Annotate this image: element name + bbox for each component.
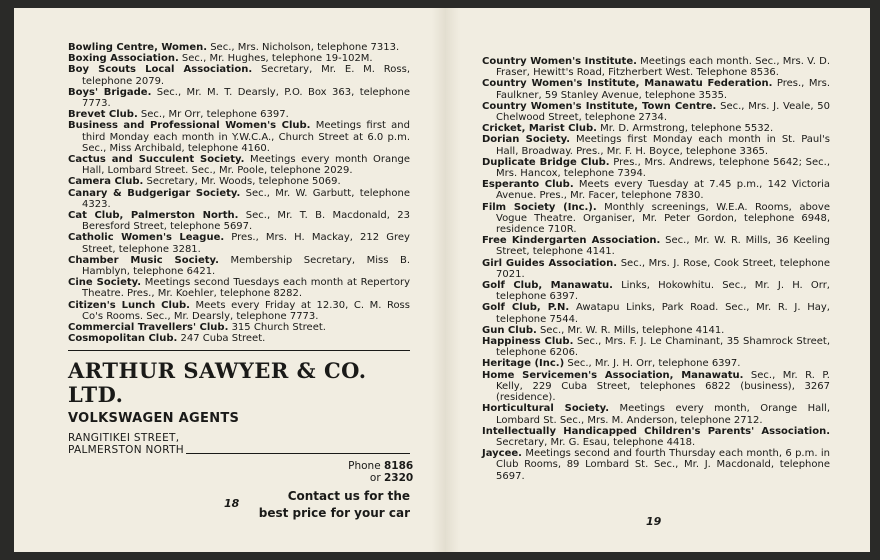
entry-details: Sec., Mr. T. B. Macdonald, 23 Beresford Street, telephone 5697.: [82, 210, 410, 233]
directory-entry: [68, 42, 410, 53]
entry-name: Intellectually Handicapped Children's Parents' Association.: [482, 425, 830, 437]
ad-company-name: ARTHUR SAWYER & CO. LTD.: [68, 358, 367, 408]
ad-address: [68, 432, 410, 456]
directory-entry: [482, 358, 830, 369]
entry-name: Bowling Centre, Women.: [68, 42, 208, 53]
entry-name: Citizen's Lunch Club.: [68, 299, 190, 311]
directory-entry: [68, 300, 410, 322]
entry-name: Cactus and Succulent Society.: [68, 154, 245, 166]
directory-entry: [68, 333, 410, 344]
ad-address-line1: RANGITIKEI STREET,: [68, 432, 180, 445]
ad-divider-rule: [186, 453, 410, 454]
right-directory-list: [482, 56, 830, 482]
directory-entry: [482, 280, 830, 302]
entry-name: Happiness Club.: [482, 336, 574, 348]
entry-details: Pres., Mrs. H. Mackay, 212 Grey Street, telephone 3281.: [82, 232, 410, 255]
ad-phone: [68, 460, 414, 485]
entry-name: Canary & Budgerigar Society.: [68, 187, 241, 199]
entry-name: Cosmopolitan Club.: [68, 333, 178, 345]
entry-details: Mr. D. Armstrong, telephone 5532.: [596, 123, 774, 135]
entry-name: Commercial Travellers' Club.: [68, 322, 229, 334]
directory-entry: [68, 87, 410, 109]
entry-details: Awatapu Links, Park Road. Sec., Mr. R. J. Hay, telephone 7544.: [496, 302, 830, 325]
entry-details: Secretary, Mr. Woods, telephone 5069.: [143, 176, 341, 188]
directory-entry: [68, 53, 410, 64]
entry-name: Heritage (Inc.): [482, 358, 565, 370]
entry-details: Pres., Mrs. Andrews, telephone 5642; Sec., Mrs. Hancox, telephone 7394.: [496, 156, 831, 180]
entry-details: Sec., Mr. J. H. Orr, telephone 6397.: [564, 358, 741, 370]
ad-subtitle: VOLKSWAGEN AGENTS: [68, 411, 240, 427]
entry-name: Country Women's Institute, Town Centre.: [482, 100, 717, 112]
entry-name: Camera Club.: [68, 176, 144, 188]
directory-entry: [482, 403, 830, 425]
ad-contact-line1: Contact us for the: [287, 489, 410, 504]
entry-name: Boys' Brigade.: [68, 86, 152, 98]
page-number-left: 18: [224, 497, 240, 510]
entry-details: Meetings first Monday each month in St. Paul's Hall, Broadway. Pres., Mr. F. H. Boyce, telephone 3365.: [496, 134, 830, 157]
entry-details: Sec., Mr. Hughes, telephone 19-102M.: [178, 53, 373, 65]
entry-details: Links, Hokowhitu. Sec., Mr. J. H. Orr, telephone 6397.: [496, 280, 830, 303]
left-page: [14, 8, 446, 552]
entry-name: Gun Club.: [482, 324, 537, 336]
ad-phone-label: Phone: [348, 460, 381, 473]
entry-details: Secretary, Mr. E. M. Ross, telephone 2079.: [82, 64, 411, 87]
entry-details: Meetings every month Orange Hall, Lombard Street. Sec., Mr. Poole, telephone 2029.: [82, 154, 410, 177]
directory-entry: [68, 176, 410, 187]
entry-name: Film Society (Inc.).: [482, 201, 597, 213]
entry-details: Membership Secretary, Miss B. Hamblyn, telephone 6421.: [82, 254, 410, 278]
directory-entry: [68, 255, 410, 277]
entry-details: Meetings second Tuesdays each month at Repertory Theatre. Pres., Mr. Koehler, telephone 8282.: [82, 277, 410, 300]
directory-entry: [68, 154, 410, 176]
entry-name: Cine Society.: [68, 277, 142, 289]
entry-name: Boxing Association.: [68, 53, 179, 65]
entry-details: Sec., Mr. M. T. Dearsly, P.O. Box 363, telephone 7773.: [82, 86, 410, 110]
directory-entry: [482, 426, 830, 448]
directory-entry: [482, 258, 830, 280]
entry-name: Chamber Music Society.: [68, 254, 219, 266]
entry-name: Business and Professional Women's Club.: [68, 120, 311, 132]
directory-entry: [482, 202, 830, 236]
entry-details: Sec., Mrs. J. Rose, Cook Street, telephone 7021.: [496, 257, 831, 280]
entry-name: Jaycee.: [482, 448, 522, 460]
entry-details: Meets every Friday at 12.30, C. M. Ross Co's Rooms. Sec., Mr. Dearsly, telephone 7773.: [82, 299, 410, 322]
directory-entry: [482, 448, 830, 482]
entry-details: Sec., Mr. R. P. Kelly, 229 Cuba Street, telephones 6822 (business), 3267 (residence).: [496, 369, 830, 404]
entry-name: Horticultural Society.: [482, 403, 610, 415]
entry-name: Free Kindergarten Association.: [482, 235, 661, 247]
directory-entry: [68, 120, 410, 154]
entry-details: Meetings every month, Orange Hall, Lombard St. Sec., Mrs. M. Anderson, telephone 2712.: [496, 403, 831, 426]
entry-name: Esperanto Club.: [482, 179, 574, 191]
page-number-right: 19: [646, 515, 662, 528]
entry-name: Boy Scouts Local Association.: [68, 64, 253, 76]
entry-details: Monthly screenings, W.E.A. Rooms, above Vogue Theatre. Organiser, Mr. Peter Gordon, telephone 6948, residence 710R.: [496, 201, 830, 236]
directory-entry: [482, 78, 830, 100]
entry-details: 315 Church Street.: [228, 322, 326, 334]
directory-entry: [482, 302, 830, 324]
ad-phone-number-1: 8186: [384, 460, 414, 473]
entry-details: 247 Cuba Street.: [177, 333, 266, 345]
directory-entry: [68, 322, 410, 333]
entry-name: Catholic Women's League.: [68, 232, 225, 244]
entry-name: Cricket, Marist Club.: [482, 123, 597, 135]
directory-entry: [482, 370, 830, 404]
entry-details: Sec., Mr. W. R. Mills, telephone 4141.: [536, 324, 725, 336]
directory-entry: [68, 188, 410, 210]
directory-entry: [482, 325, 830, 336]
entry-name: Cat Club, Palmerston North.: [68, 210, 239, 222]
entry-name: Country Women's Institute, Manawatu Federation.: [482, 78, 773, 90]
entry-name: Country Women's Institute.: [482, 56, 637, 67]
directory-entry: [68, 232, 410, 254]
entry-name: Dorian Society.: [482, 134, 571, 146]
entry-name: Brevet Club.: [68, 109, 138, 121]
entry-details: Sec., Mr Orr, telephone 6397.: [137, 109, 289, 121]
ad-phone-number-2: 2320: [384, 472, 414, 485]
directory-entry: [482, 134, 830, 156]
entry-name: Golf Club, Manawatu.: [482, 280, 613, 292]
entry-details: Sec., Mrs. J. Veale, 50 Chelwood Street, telephone 2734.: [496, 100, 830, 124]
entry-details: Meetings first and third Monday each month in Y.W.C.A., Church Street at 6.0 p.m. Sec., Miss Archibald, telephone 4160.: [82, 120, 410, 154]
entry-details: Meetings second and fourth Thursday each month, 6 p.m. in Club Rooms, 89 Lombard St. Sec., Mr. J. Macdonald, telephone 5697.: [496, 448, 830, 482]
ad-or-label: or: [369, 472, 381, 485]
entry-details: Sec., Mr. W. R. Mills, 36 Keeling Street, telephone 4141.: [496, 235, 831, 258]
directory-entry: [482, 101, 830, 123]
ad-phone-row2: [68, 472, 414, 485]
directory-entry: [482, 56, 830, 78]
ad-contact-line2: best price for your car: [258, 506, 410, 521]
directory-entry: [68, 109, 410, 120]
entry-details: Meetings each month. Sec., Mrs. V. D. Fraser, Hewitt's Road, Fitzherbert West. Telephone 8536.: [496, 56, 831, 79]
entry-name: Home Servicemen's Association, Manawatu.: [482, 369, 744, 381]
ad-address-line2-row: [68, 444, 410, 456]
entry-details: Secretary, Mr. G. Esau, telephone 4418.: [496, 436, 696, 448]
directory-entry: [68, 277, 410, 299]
entry-details: Sec., Mrs. Nicholson, telephone 7313.: [207, 42, 400, 53]
right-page: [446, 8, 870, 552]
directory-entry: [482, 336, 830, 358]
entry-details: Sec., Mrs. F. J. Le Chaminant, 35 Shamrock Street, telephone 6206.: [496, 336, 830, 359]
entry-details: Sec., Mr. W. Garbutt, telephone 4323.: [82, 187, 410, 210]
directory-entry: [482, 123, 830, 134]
entry-name: Duplicate Bridge Club.: [482, 156, 610, 168]
ad-address-line2: PALMERSTON NORTH: [68, 444, 184, 457]
entry-details: Meets every Tuesday at 7.45 p.m., 142 Victoria Avenue. Pres., Mr. Facer, telephone 7830.: [496, 179, 830, 202]
left-directory-list: [68, 42, 410, 344]
directory-entry: [68, 64, 410, 86]
directory-entry: [482, 179, 830, 201]
entry-name: Golf Club, P.N.: [482, 302, 570, 314]
entry-name: Girl Guides Association.: [482, 257, 618, 269]
directory-entry: [482, 157, 830, 179]
ad-phone-row1: [68, 460, 414, 473]
directory-entry: [482, 235, 830, 257]
entry-details: Pres., Mrs. Faulkner, 59 Stanley Avenue, telephone 3535.: [496, 78, 830, 101]
directory-entry: [68, 210, 410, 232]
